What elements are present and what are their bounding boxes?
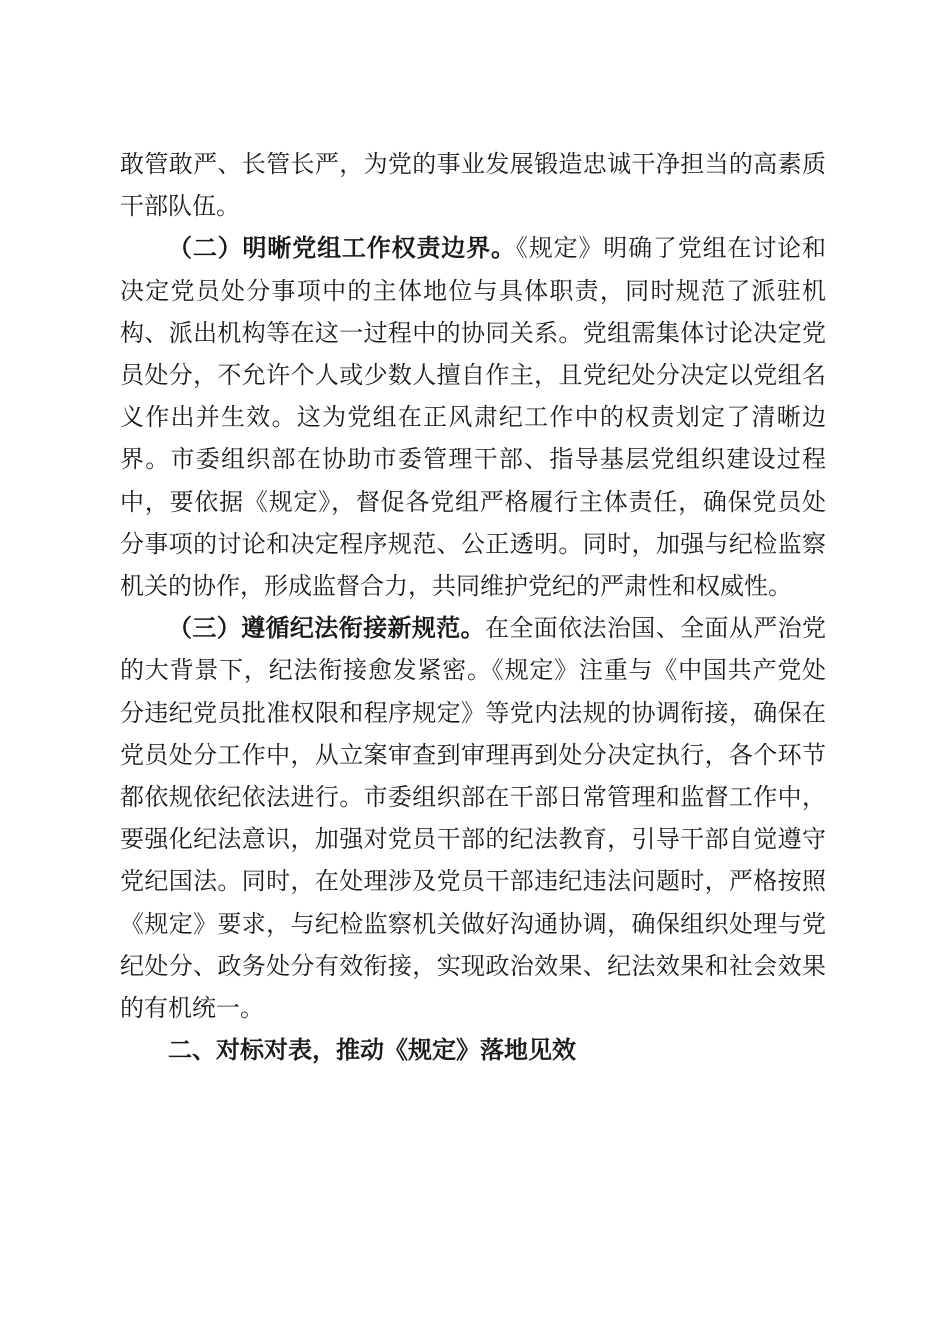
section-2-body: 《规定》明确了党组在讨论和决定党员处分事项中的主体地位与具体职责，同时规范了派驻机构、派出机构等在这一过程中的协同关系。党组需集体讨论决定党员处分，不允许个人或少数人擅自作主，且党纪处分决定以党组名义作出并生效。这为党组在正风肃纪工作中的权责划定了清晰边界。市委组织部在协助市委管理干部、指导基层党组织建设过程中，要依据《规定》，督促各党组严格履行主体责任，确保党员处分事项的讨论和决定程序规范、公正透明。同时，加强与纪检监察机关的协作，形成监督合力，共同维护党纪的严肃性和权威性。: [120, 234, 827, 601]
paragraph-continuation: [120, 143, 826, 227]
paragraph-section-3: [120, 607, 826, 1029]
document-body: [120, 143, 826, 1071]
paragraph-text: 敢管敢严、长管长严，为党的事业发展锻造忠诚干净担当的高素质干部队伍。: [120, 150, 826, 221]
section-3-body: 在全面依法治国、全面从严治党的大背景下，纪法衔接愈发紧密。《规定》注重与《中国共产党处分违纪党员批准权限和程序规定》等党内法规的协调衔接，确保在党员处分工作中，从立案审查到审理再到处分决定执行，各个环节都依规依纪依法进行。市委组织部在干部日常管理和监督工作中，要强化纪法意识，加强对党员干部的纪法教育，引导干部自觉遵守党纪国法。同时，在处理涉及党员干部违纪违法问题时，严格按照《规定》要求，与纪检监察机关做好沟通协调，确保组织处理与党纪处分、政务处分有效衔接，实现政治效果、纪法效果和社会效果的有机统一。: [120, 614, 826, 1023]
section-2-lead: （二）明晰党组工作权责边界。: [168, 234, 516, 263]
paragraph-section-2: [120, 227, 826, 607]
section-heading-2: 二、对标对表，推动《规定》落地见效: [168, 1036, 576, 1065]
section-3-lead: （三）遵循纪法衔接新规范。: [168, 614, 485, 643]
